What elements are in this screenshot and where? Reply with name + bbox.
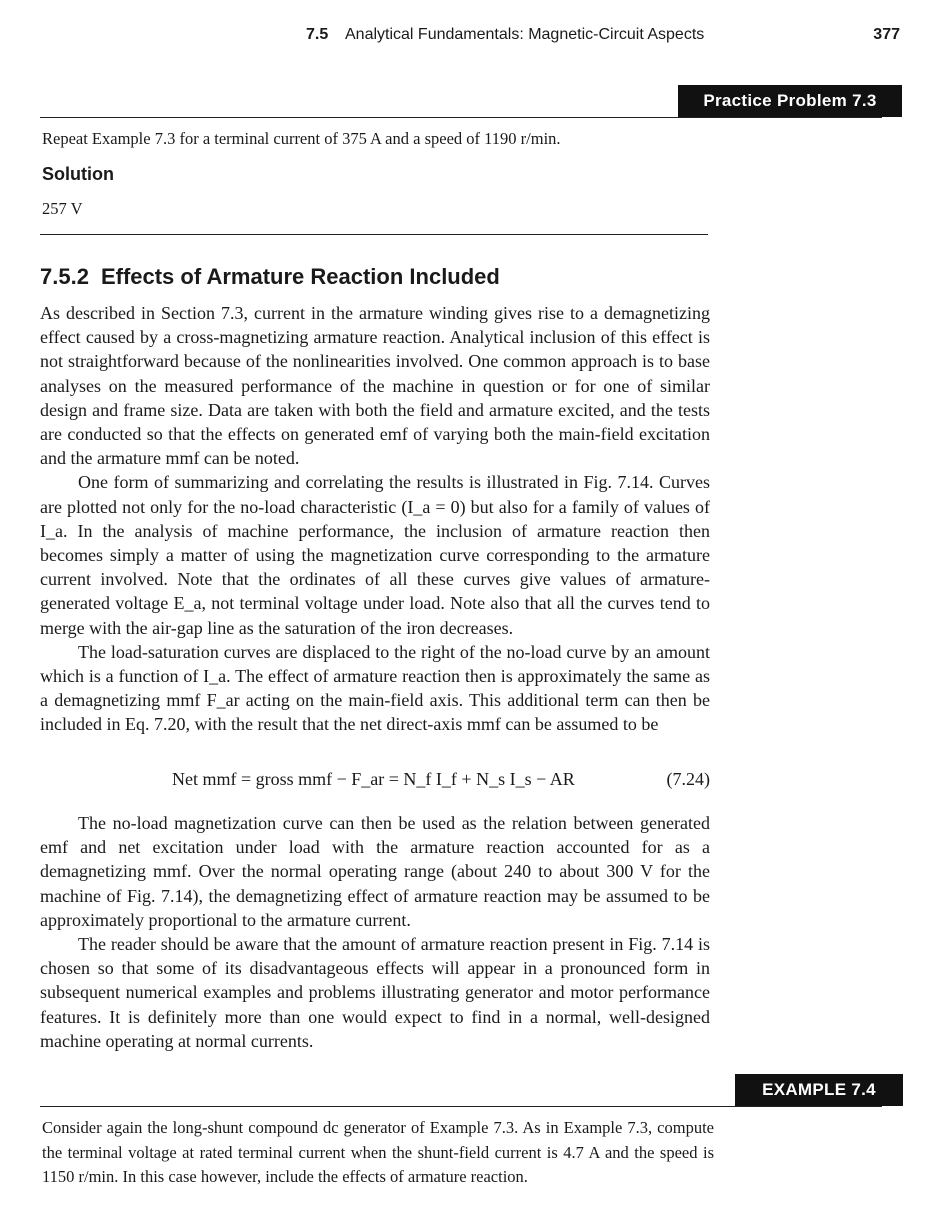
practice-problem-tag: Practice Problem 7.3 <box>678 85 902 117</box>
paragraph-2: One form of summarizing and correlating the results is illustrated in Fig. 7.14. Curves are plotted not only for the no-load characteristic (I_a = 0) but also for a family of values of I_a. In the analysis of machine performance, the inclusion of armature reaction then becomes simply a matter of using the magnetization curve corresponding to the armature current involved. Note that the ordinates of all these curves give values of armature-generated voltage E_a, not terminal voltage under load. Note also that all the curves tend to merge with the air-gap line as the saturation of the iron decreases. <box>40 472 710 638</box>
practice-problem-bottom-rule <box>40 234 708 235</box>
practice-problem-text: Repeat Example 7.3 for a terminal current of 375 A and a speed of 1190 r/min. <box>42 129 561 148</box>
example-top-rule <box>40 1106 882 1107</box>
solution-answer: 257 V <box>42 199 83 218</box>
example-text: Consider again the long-shunt compound dc generator of Example 7.3. As in Example 7.3, compute the terminal voltage at rated terminal current when the shunt-field current is 4.7 A and the speed is 1150 r/min. In this case however, include the effects of armature reaction. <box>42 1118 714 1186</box>
page-number: 377 <box>873 26 900 43</box>
equation-number: (7.24) <box>666 769 710 789</box>
subsection-heading <box>40 264 500 290</box>
practice-problem-top-rule <box>40 117 882 118</box>
equation-7-24 <box>40 769 710 795</box>
paragraph-1: As described in Section 7.3, current in the armature winding gives rise to a demagnetizing effect caused by a cross-magnetizing armature reaction. Analytical inclusion of this effect is not straightforward because of the nonlinearities involved. One common approach is to base analyses on the measured performance of the machine in question or for one of similar design and frame size. Data are taken with both the field and armature excited, and the tests are conducted so that the effects on generated emf of varying both the main-field excitation and the armature mmf can be noted. <box>40 303 710 469</box>
paragraph-5: The reader should be aware that the amount of armature reaction present in Fig. 7.14 is chosen so that some of its disadvantageous effects will appear in a pronounced form in subsequent numerical examples and problems illustrating generator and motor performance features. It is definitely more than one would expect to find in a normal, well-designed machine operating at normal currents. <box>40 934 710 1051</box>
running-header <box>0 26 936 48</box>
example-tag: EXAMPLE 7.4 <box>735 1074 903 1106</box>
header-section-title: Analytical Fundamentals: Magnetic-Circuit Aspects <box>345 26 705 43</box>
subsection-title: Effects of Armature Reaction Included <box>100 264 500 289</box>
body-text-continued <box>40 811 710 1053</box>
paragraph-4: The no-load magnetization curve can then be used as the relation between generated emf and net excitation under load with the armature reaction accounted for as a demagnetizing mmf. Over the normal operating range (about 240 to about 300 V for the machine of Fig. 7.14), the demagnetizing effect of armature reaction may be assumed to be approximately proportional to the armature current. <box>40 813 710 930</box>
body-text <box>40 301 710 737</box>
subsection-number: 7.5.2 <box>40 264 89 289</box>
paragraph-3: The load-saturation curves are displaced to the right of the no-load curve by an amount which is a function of I_a. The effect of armature reaction then is approximately the same as a demagnetizing mmf F_ar acting on the main-field axis. This additional term can then be included in Eq. 7.20, with the result that the net direct-axis mmf can be assumed to be <box>40 641 710 735</box>
solution-heading: Solution <box>42 164 114 184</box>
equation-expression: Net mmf = gross mmf − F_ar = N_f I_f + N_s I_s − AR <box>172 769 575 789</box>
header-section-number: 7.5 <box>306 26 329 43</box>
